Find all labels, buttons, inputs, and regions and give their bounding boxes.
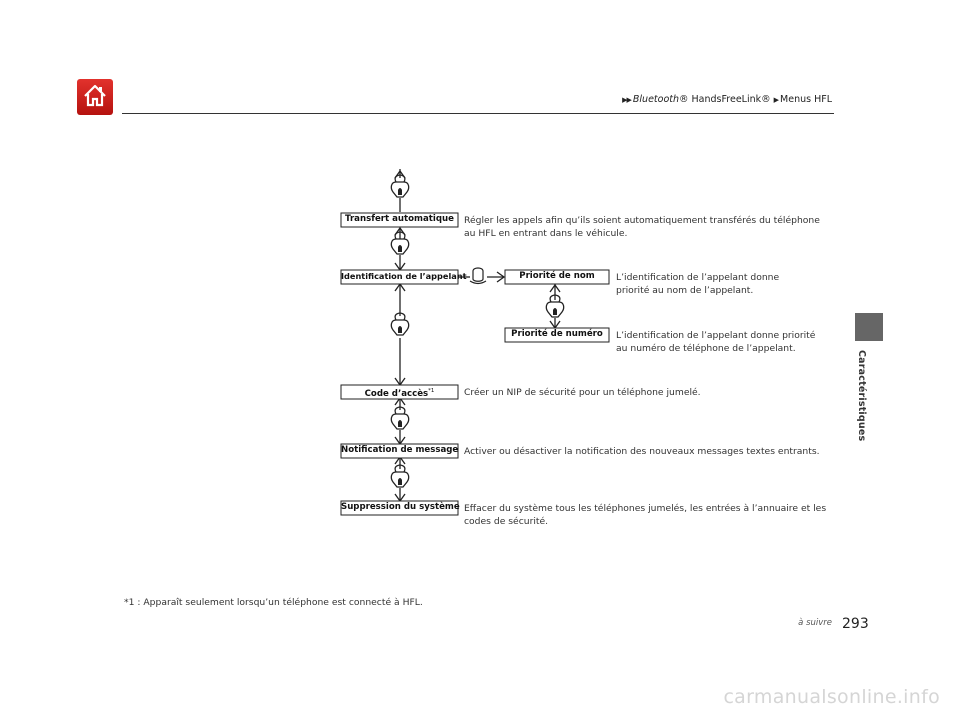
menu-item-transfert-automatique[interactable]: Transfert automatique [345,214,454,224]
desc-transfert-automatique: Régler les appels afin qu’ils soient automatiquement transférés du téléphone au HFL en entrant dans le véhicule. [464,215,820,239]
desc-code-acces: Créer un NIP de sécurité pour un téléphone jumelé. [464,387,701,398]
page-number: 293 [842,616,869,632]
breadcrumb-bluetooth[interactable]: Bluetooth [632,94,680,105]
section-label: Caractéristiques [856,350,867,442]
desc-notification-message: Activer ou désactiver la notification des nouveaux messages textes entrants. [464,446,820,457]
desc-priorite-numero: L’identification de l’appelant donne priorité au numéro de téléphone de l’appelant. [616,330,816,354]
watermark: carmanualsonline.info [723,686,940,708]
sub-item-priorite-nom[interactable]: Priorité de nom [519,271,595,281]
breadcrumb-arrow-icon: ▶ [773,96,779,104]
interface-dial-icon [391,175,408,197]
breadcrumb-menus-hfl[interactable]: Menus HFL [780,94,832,105]
breadcrumb-arrow-icon: ▶▶ [622,96,631,104]
sub-item-priorite-numero[interactable]: Priorité de numéro [511,329,603,339]
interface-dial-icon [391,407,408,429]
breadcrumb-hfl[interactable]: ® HandsFreeLink® [679,94,771,105]
menu-item-identification-appelant[interactable]: Identification de l’appelant [341,271,467,281]
footnote-ref: *1 [428,388,435,394]
continued-label: à suivre [798,618,832,628]
menu-item-code-acces-label: Code d’accès [364,388,429,399]
menu-item-code-acces[interactable] [341,385,458,400]
menu-item-suppression-systeme[interactable]: Suppression du système [341,502,460,512]
desc-suppression-systeme: Effacer du système tous les téléphones jumelés, les entrées à l’annuaire et les codes de sécurité. [464,503,827,527]
footnote: *1 : Apparaît seulement lorsqu’un téléphone est connecté à HFL. [124,597,423,608]
desc-priorite-nom: L’identification de l’appelant donne priorité au nom de l’appelant. [616,272,780,296]
menu-item-notification-message[interactable]: Notification de message [341,445,459,455]
press-select-icon [470,268,486,284]
interface-dial-icon [391,313,408,335]
